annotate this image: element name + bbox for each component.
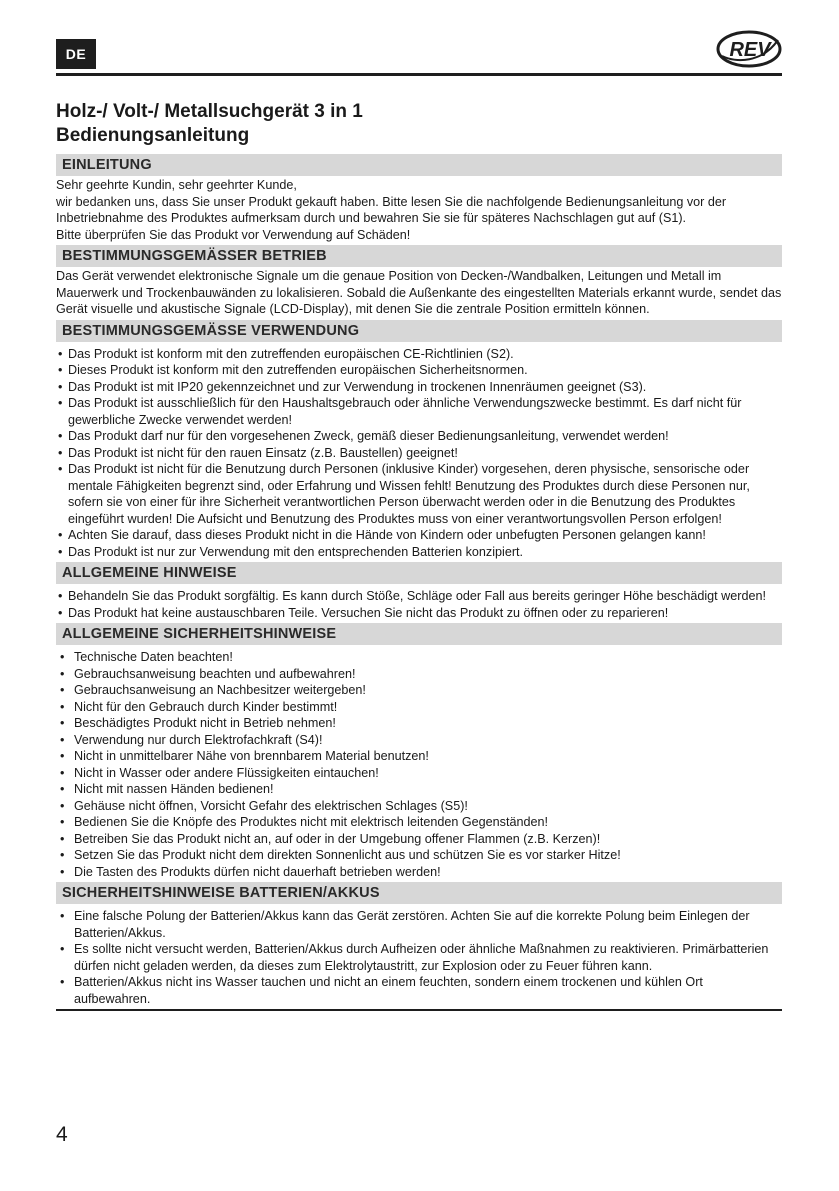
list-item: • Das Produkt ist konform mit den zutreffenden europäischen CE-Richtlinien (S2). xyxy=(58,346,514,361)
sicherheit-list xyxy=(56,649,782,880)
einleitung-paragraph: Sehr geehrte Kundin, sehr geehrter Kunde, xyxy=(56,178,297,192)
language-badge: DE xyxy=(56,39,96,69)
list-item: • Das Produkt ist ausschließlich für den Haushaltsgebrauch oder ähnliche Verwendungszwecke bestimmt. Es darf nicht für gewerbliche Zwecke verwendet werden! xyxy=(58,396,742,427)
list-item: • Nicht mit nassen Händen bedienen! xyxy=(60,782,274,796)
header-divider xyxy=(56,73,782,76)
list-item: • Setzen Sie das Produkt nicht dem direkten Sonnenlicht aus und schützen Sie es vor starker Hitze! xyxy=(60,848,621,862)
betrieb-paragraph: Das Gerät verwendet elektronische Signale um die genaue Position von Decken-/Wandbalken, Leitungen und Metall im Mauerwerk und Trockenbauwänden zu lokalisieren. Sobald die Außenkante des eingestellten Materials erkannt wurde, sendet das Gerät visuelle und akustische Signale (LCD-Display), mit denen Sie die zentrale Position ermitteln können. xyxy=(56,269,782,316)
list-item: • Verwendung nur durch Elektrofachkraft (S4)! xyxy=(60,732,323,747)
list-item: • Behandeln Sie das Produkt sorgfältig. Es kann durch Stöße, Schläge oder Fall aus bereits geringer Höhe beschädigt werden! xyxy=(58,589,766,603)
page-header xyxy=(56,30,782,70)
list-item: • Es sollte nicht versucht werden, Batterien/Akkus durch Aufheizen oder ähnliche Maßnahmen zu reaktivieren. Primärbatterien dürfen nicht geladen werden, da dieses zum Elektrolytaustritt, zur Explosion oder zu Feuer führen kann. xyxy=(60,942,769,973)
batterien-list xyxy=(56,908,782,1007)
list-item: • Technische Daten beachten! xyxy=(60,650,233,664)
list-item: • Gebrauchsanweisung an Nachbesitzer weitergeben! xyxy=(60,683,366,697)
verwendung-list xyxy=(56,346,782,561)
list-item: • Die Tasten des Produkts dürfen nicht dauerhaft betrieben werden! xyxy=(60,864,441,879)
list-item: • Achten Sie darauf, dass dieses Produkt nicht in die Hände von Kindern oder unbefugten Personen gelangen kann! xyxy=(58,528,706,542)
hinweise-list xyxy=(56,588,782,621)
list-item: • Das Produkt ist nicht für die Benutzung durch Personen (inklusive Kinder) vorgesehen, deren physische, sensorische oder mentale Fähigkeiten begrenzt sind, oder Erfahrung und Wissen fehlt! Benutzung des Produktes durch diese Personen nur, sofern sie von einer für ihre Sicherheit verantwortlichen Person überwacht werden oder in die Benutzung des Produktes eingeführt wurden! Die Aufsicht und Benutzung des Produktes muss von einer verantwortungsvollen Person erfolgen! xyxy=(58,462,750,526)
list-item: • Das Produkt ist nicht für den rauen Einsatz (z.B. Baustellen) geeignet! xyxy=(58,445,458,460)
list-item: • Bedienen Sie die Knöpfe des Produktes nicht mit elektrisch leitenden Gegenständen! xyxy=(60,815,548,829)
einleitung-paragraph: wir bedanken uns, dass Sie unser Produkt gekauft haben. Bitte lesen Sie die nachfolgende Bedienungsanleitung vor der Inbetriebnahme des Produktes aufmerksam durch und bewahren Sie sie für späteres Nachschlagen gut auf (S1). xyxy=(56,194,727,225)
list-item: • Das Produkt ist mit IP20 gekennzeichnet und zur Verwendung in trockenen Innenräumen geeignet (S3). xyxy=(58,379,647,394)
section-heading-sicherheit: ALLGEMEINE SICHERHEITSHINWEISE xyxy=(56,623,782,645)
einleitung-paragraph: Bitte überprüfen Sie das Produkt vor Verwendung auf Schäden! xyxy=(56,227,411,242)
list-item: • Gebrauchsanweisung beachten und aufbewahren! xyxy=(60,666,356,681)
list-item: • Nicht in Wasser oder andere Flüssigkeiten eintauchen! xyxy=(60,765,379,780)
section-heading-batterien: SICHERHEITSHINWEISE BATTERIEN/AKKUS xyxy=(56,882,782,904)
manual-page xyxy=(56,30,782,1011)
rev-logo xyxy=(716,30,782,68)
section-heading-betrieb: BESTIMMUNGSGEMÄSSER BETRIEB xyxy=(56,245,782,267)
list-item: • Beschädigtes Produkt nicht in Betrieb nehmen! xyxy=(60,716,336,730)
section-heading-verwendung: BESTIMMUNGSGEMÄSSE VERWENDUNG xyxy=(56,320,782,342)
list-item: • Betreiben Sie das Produkt nicht an, auf oder in der Umgebung offener Flammen (z.B. Kerzen)! xyxy=(60,831,601,846)
list-item: • Eine falsche Polung der Batterien/Akkus kann das Gerät zerstören. Achten Sie auf die korrekte Polung beim Einlegen der Batterien/Akkus. xyxy=(60,909,750,940)
list-item: • Das Produkt hat keine austauschbaren Teile. Versuchen Sie nicht das Produkt zu öffnen oder zu reparieren! xyxy=(58,605,669,620)
page-number: 4 xyxy=(56,1123,68,1146)
title-line-manual: Bedienungsanleitung xyxy=(56,125,250,146)
einleitung-text xyxy=(56,177,782,243)
section-heading-einleitung: EINLEITUNG xyxy=(56,154,782,176)
list-item: • Das Produkt darf nur für den vorgesehenen Zweck, gemäß dieser Bedienungsanleitung, verwendet werden! xyxy=(58,429,669,443)
list-item: • Gehäuse nicht öffnen, Vorsicht Gefahr des elektrischen Schlages (S5)! xyxy=(60,798,468,813)
list-item: • Nicht für den Gebrauch durch Kinder bestimmt! xyxy=(60,699,338,714)
footer-divider xyxy=(56,1009,782,1011)
list-item: • Nicht in unmittelbarer Nähe von brennbarem Material benutzen! xyxy=(60,749,429,763)
section-heading-hinweise: ALLGEMEINE HINWEISE xyxy=(56,562,782,584)
list-item: • Das Produkt ist nur zur Verwendung mit den entsprechenden Batterien konzipiert. xyxy=(58,544,524,559)
document-title xyxy=(56,100,782,148)
svg-text:REV: REV xyxy=(729,39,771,61)
list-item: • Batterien/Akkus nicht ins Wasser tauchen und nicht an einem feuchten, sondern einem trockenen und kühlen Ort aufbewahren. xyxy=(60,975,703,1006)
title-line-product: Holz-/ Volt-/ Metallsuchgerät 3 in 1 xyxy=(56,101,363,122)
list-item: • Dieses Produkt ist konform mit den zutreffenden europäischen Sicherheitsnormen. xyxy=(58,363,528,377)
